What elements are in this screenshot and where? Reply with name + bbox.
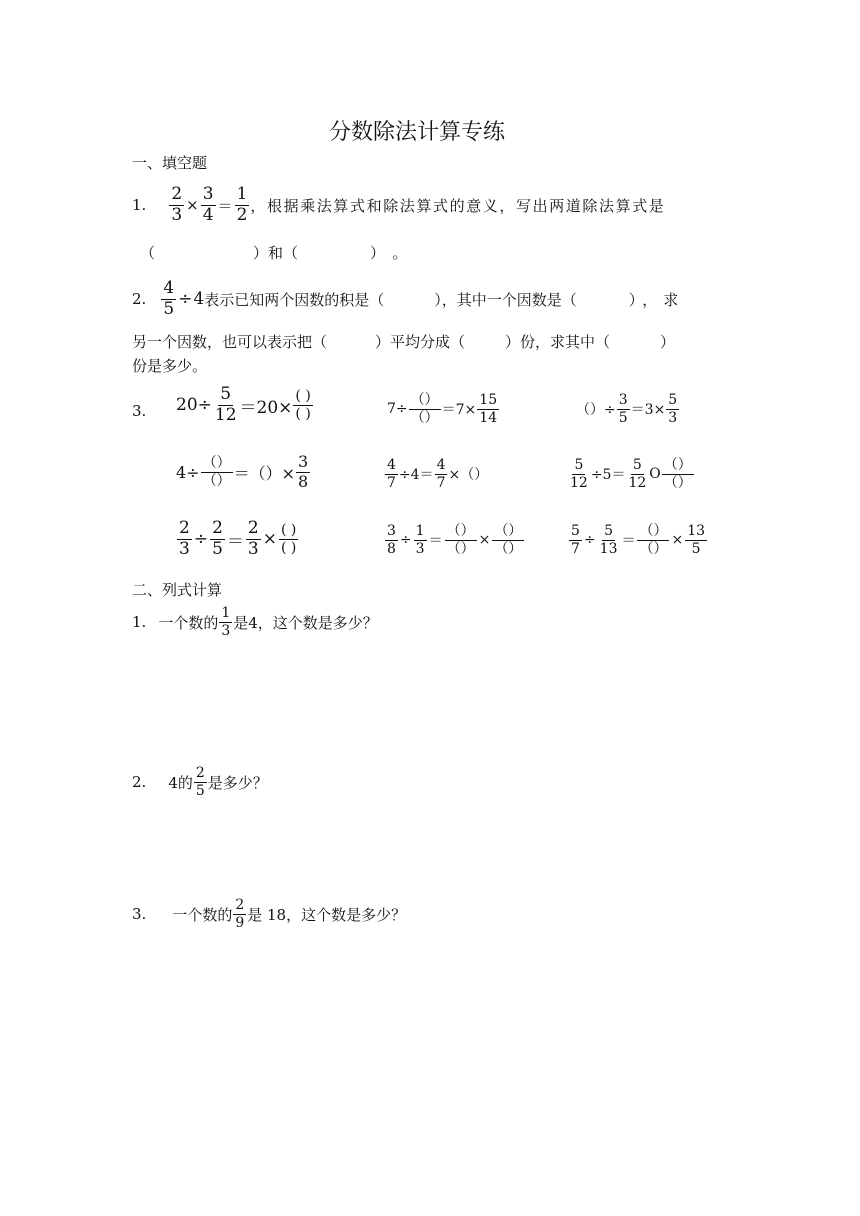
- fraction: $\frac{13}{5}$: [687, 523, 706, 557]
- blank-fraction: $\frac{()}{()}$: [494, 523, 523, 557]
- fraction: $\frac{5}{12}$: [214, 384, 237, 425]
- equation-3g: [176, 520, 299, 559]
- section-heading-fill-in: 一、填空题: [132, 154, 208, 172]
- equals-sign: ＝: [217, 196, 233, 215]
- calc-question-1: [132, 606, 378, 638]
- operator-circle: O: [649, 466, 661, 483]
- question-text: 是多少？: [207, 773, 268, 792]
- times-sign: ×: [262, 529, 277, 550]
- blank-fraction: $\frac{()}{()}$: [446, 523, 475, 557]
- fraction: $\frac{2}{3}$: [179, 518, 190, 559]
- times-sign: ×: [478, 532, 491, 549]
- expression: （）÷: [576, 402, 616, 419]
- question-text: ），求: [628, 290, 685, 309]
- fraction: $\frac{5}{13}$: [599, 523, 618, 557]
- fraction: $\frac{3}{5}$: [618, 392, 628, 426]
- question-number: 3.: [132, 905, 147, 924]
- fraction: $\frac{4}{7}$: [387, 457, 396, 491]
- divide-sign: ÷: [178, 289, 193, 310]
- expression: 7÷: [387, 401, 408, 418]
- question-1-answer-line: [140, 242, 408, 263]
- fraction: $\frac{5}{12}$: [628, 457, 647, 491]
- fraction: $\frac{15}{14}$: [479, 392, 498, 426]
- fraction: $\frac{3}{8}$: [298, 452, 309, 491]
- fraction: $\frac{5}{3}$: [668, 392, 678, 426]
- times-sign: ×: [671, 532, 684, 549]
- question-text: ）份，求其中（: [505, 333, 611, 351]
- question-text: ）: [660, 333, 676, 351]
- question-2: [132, 280, 684, 319]
- fraction: $\frac{1}{3}$: [415, 523, 425, 557]
- question-text: 4的: [168, 773, 193, 792]
- fraction: $\frac{3}{4}$: [202, 184, 214, 225]
- fraction: $\frac{2}{3}$: [247, 518, 259, 559]
- question-text: 是 18，这个数是多少？: [247, 905, 407, 924]
- question-number: 1.: [132, 613, 147, 632]
- expression: 20÷: [176, 395, 212, 416]
- expression: ×（）: [448, 467, 489, 484]
- question-number: 2.: [132, 290, 147, 309]
- equation-3a: [176, 386, 314, 425]
- fraction: $\frac{2}{9}$: [235, 897, 245, 931]
- question-text: 一个数的: [158, 613, 219, 632]
- equation-3d: [176, 454, 311, 491]
- fraction: $\frac{2}{5}$: [212, 518, 223, 559]
- equation-3f: [567, 458, 695, 490]
- fraction: $\frac{2}{5}$: [195, 765, 205, 799]
- blank-fraction: $\frac{()}{()}$: [410, 392, 439, 426]
- expression: ＝20×: [239, 397, 293, 418]
- fraction: $\frac{5}{12}$: [570, 457, 588, 491]
- equation-3h: [384, 524, 525, 556]
- equals-sign: ＝: [226, 531, 244, 552]
- question-text: 一个数的: [172, 905, 233, 924]
- times-sign: ×: [186, 196, 199, 215]
- question-text: 是4，这个数是多少？: [233, 613, 378, 632]
- blank-fraction: $\frac{()}{()}$: [639, 523, 668, 557]
- question-2-line-3: 份是多少。: [132, 357, 208, 375]
- divide-sign: ÷: [399, 532, 412, 549]
- blank-fraction: $\frac{()}{()}$: [202, 455, 231, 489]
- question-text: 另一个因数，也可以表示把（: [132, 333, 328, 351]
- expression: ＝7×: [441, 402, 477, 419]
- calc-question-2: [132, 766, 268, 798]
- fraction: $\frac{5}{7}$: [571, 523, 580, 557]
- expression: ＝3×: [630, 402, 666, 419]
- question-text: ）平均分成（: [375, 333, 466, 351]
- question-number: 3.: [132, 402, 147, 420]
- equation-3e: [384, 458, 488, 490]
- answer-connector: ）和（: [253, 244, 299, 262]
- question-number: 2.: [132, 773, 147, 792]
- blank-fraction: $\frac{( )}{( )}$: [295, 388, 311, 422]
- expression: ÷5＝: [590, 467, 626, 484]
- fraction: $\frac{2}{3}$: [171, 184, 183, 225]
- fraction: $\frac{4}{5}$: [163, 278, 175, 319]
- question-1: [132, 186, 665, 225]
- equals-sign: ＝: [428, 533, 443, 550]
- question-text: ），其中一个因数是（: [434, 290, 577, 309]
- question-text: 表示已知两个因数的积是（: [204, 290, 385, 309]
- expression: ＝（）×: [233, 463, 296, 483]
- close-paren: ） 。: [370, 244, 408, 262]
- fraction: $\frac{3}{8}$: [387, 523, 396, 557]
- equation-3b: [387, 393, 500, 425]
- question-number: 1.: [132, 196, 147, 215]
- blank-fraction: $\frac{( )}{( )}$: [280, 522, 297, 556]
- calc-question-3: [132, 898, 406, 930]
- equation-3i: [568, 524, 708, 556]
- fraction: $\frac{1}{3}$: [221, 605, 231, 639]
- expression: ÷4＝: [398, 467, 434, 484]
- page-title: 分数除法计算专练: [329, 120, 506, 145]
- question-text: ，根据乘法算式和除法算式的意义，写出两道除法算式是: [250, 196, 666, 215]
- divide-sign: ÷: [193, 529, 209, 550]
- question-2-line-2: [132, 331, 675, 352]
- open-paren: （: [140, 244, 156, 262]
- section-heading-calculation: 二、列式计算: [132, 581, 223, 599]
- divide-sign: ÷: [583, 532, 596, 549]
- fraction: $\frac{1}{2}$: [236, 184, 248, 225]
- blank-fraction: $\frac{()}{()}$: [663, 457, 692, 491]
- equation-3c: [576, 393, 680, 425]
- number: 4: [193, 289, 205, 310]
- expression: 4÷: [176, 462, 200, 482]
- fraction: $\frac{4}{7}$: [436, 457, 446, 491]
- equals-sign: ＝: [621, 533, 636, 550]
